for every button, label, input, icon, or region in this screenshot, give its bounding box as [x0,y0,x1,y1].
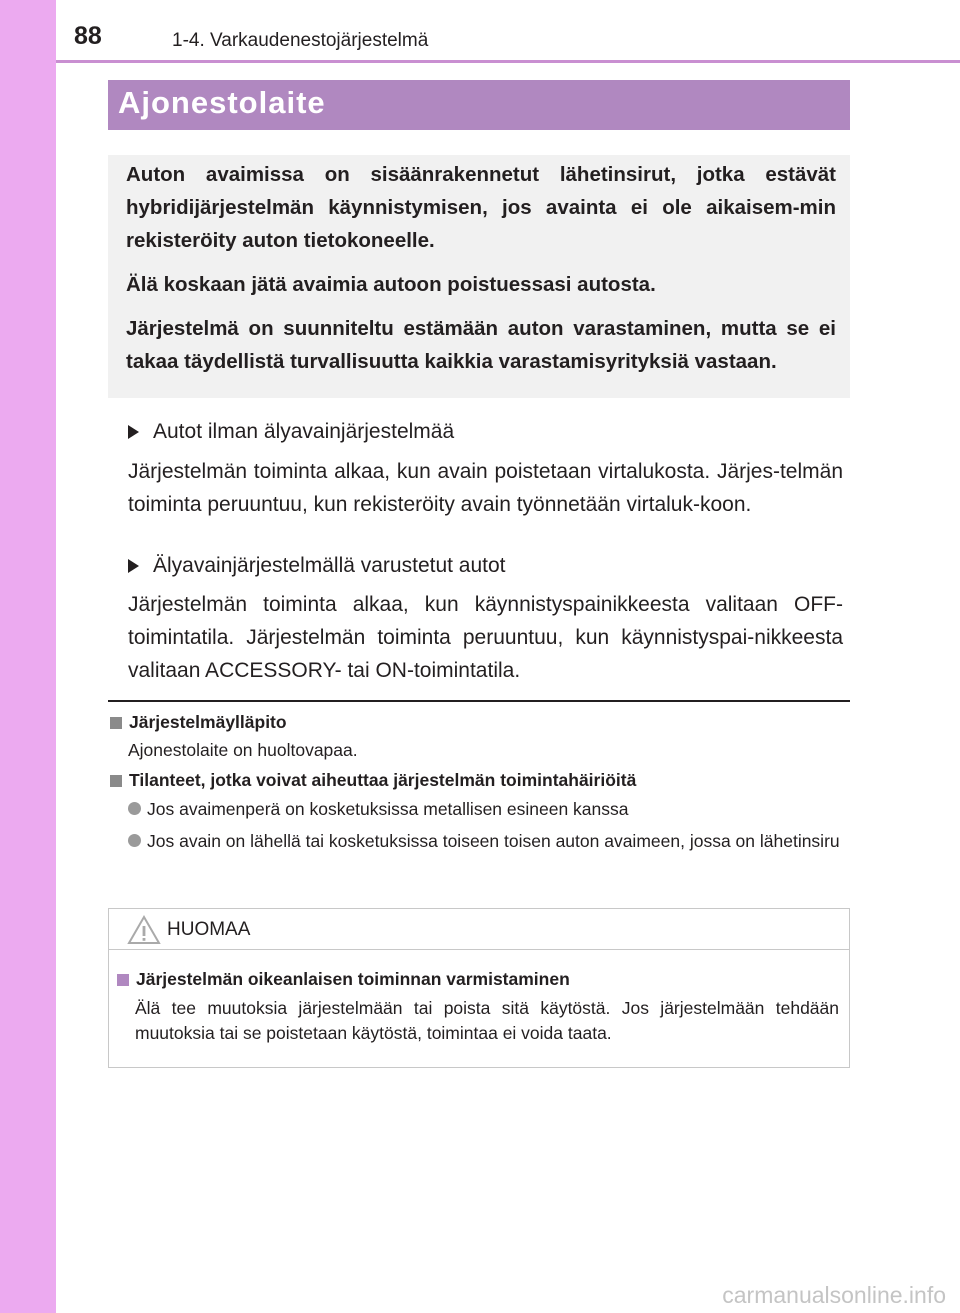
square-bullet-icon [117,974,129,986]
list-item-text: Jos avain on lähellä tai kosketuksissa toiseen toisen auton avaimeen, jossa on lähetinsiru [147,831,840,851]
list-item [128,829,850,853]
header-divider [56,60,960,63]
notice-header [109,909,849,950]
triangle-bullet-icon [128,425,139,439]
subheading-no-smart-key [128,420,454,444]
square-bullet-icon [110,775,122,787]
note-heading-malfunction [110,770,636,791]
triangle-bullet-icon [128,559,139,573]
notice-title: HUOMAA [167,919,251,940]
list-item-text: Jos avaimenperä on kosketuksissa metallisen esineen kanssa [147,799,629,819]
note-heading-label: Järjestelmäylläpito [129,712,287,732]
warning-triangle-icon [127,915,161,945]
intro-paragraph: Älä koskaan jätä avaimia autoon poistuessasi autosta. [126,273,656,296]
circle-bullet-icon [128,802,141,815]
section-paragraph: Järjestelmän toiminta alkaa, kun käynnistyspainikkeesta valitaan OFF-toimintatila. Järjestelmän toiminta peruuntuu, kun käynnistyspai-nikkeesta valitaan ACCESSORY- tai ON-toimintatila. [128,593,843,682]
notice-text: Älä tee muutoksia järjestelmään tai poista sitä käytöstä. Jos järjestelmään tehdään muutoksia tai se poistetaan käytöstä, toimintaa ei voida taata. [135,998,839,1043]
subheading-label: Autot ilman älyavainjärjestelmää [153,420,455,443]
page-number: 88 [74,22,102,50]
notice-subheading [117,969,570,990]
note-text: Ajonestolaite on huoltovapaa. [128,740,358,760]
page-title: Ajonestolaite [118,85,326,120]
square-bullet-icon [110,717,122,729]
note-heading-label: Tilanteet, jotka voivat aiheuttaa järjestelmän toimintahäiriöitä [129,770,637,790]
side-color-strip [0,0,56,1313]
notice-box [108,908,850,1068]
watermark: carmanualsonline.info [722,1282,946,1308]
intro-box [108,155,850,398]
notice-subheading-label: Järjestelmän oikeanlaisen toiminnan varmistaminen [136,969,570,989]
title-bar [108,80,850,130]
list-item [128,797,850,821]
section-paragraph: Järjestelmän toiminta alkaa, kun avain poistetaan virtalukosta. Järjes-telmän toiminta peruuntuu, kun rekisteröity avain työnnetään virtaluk-koon. [128,460,843,516]
circle-bullet-icon [128,834,141,847]
note-heading-maintenance [110,712,287,733]
intro-paragraph: Järjestelmä on suunniteltu estämään auton varastaminen, mutta se ei takaa täydellistä turvallisuutta kaikkia varastamisyrityksiä vastaan. [126,317,836,373]
subheading-label: Älyavainjärjestelmällä varustetut autot [153,554,506,577]
section-label: 1-4. Varkaudenestojärjestelmä [172,30,429,51]
intro-paragraph: Auton avaimissa on sisäänrakennetut lähetinsirut, jotka estävät hybridijärjestelmän käynnistymisen, jos avainta ei ole aikaisem-min rekisteröity auton tietokoneelle. [126,163,836,252]
section-divider [108,700,850,702]
subheading-smart-key [128,554,506,578]
